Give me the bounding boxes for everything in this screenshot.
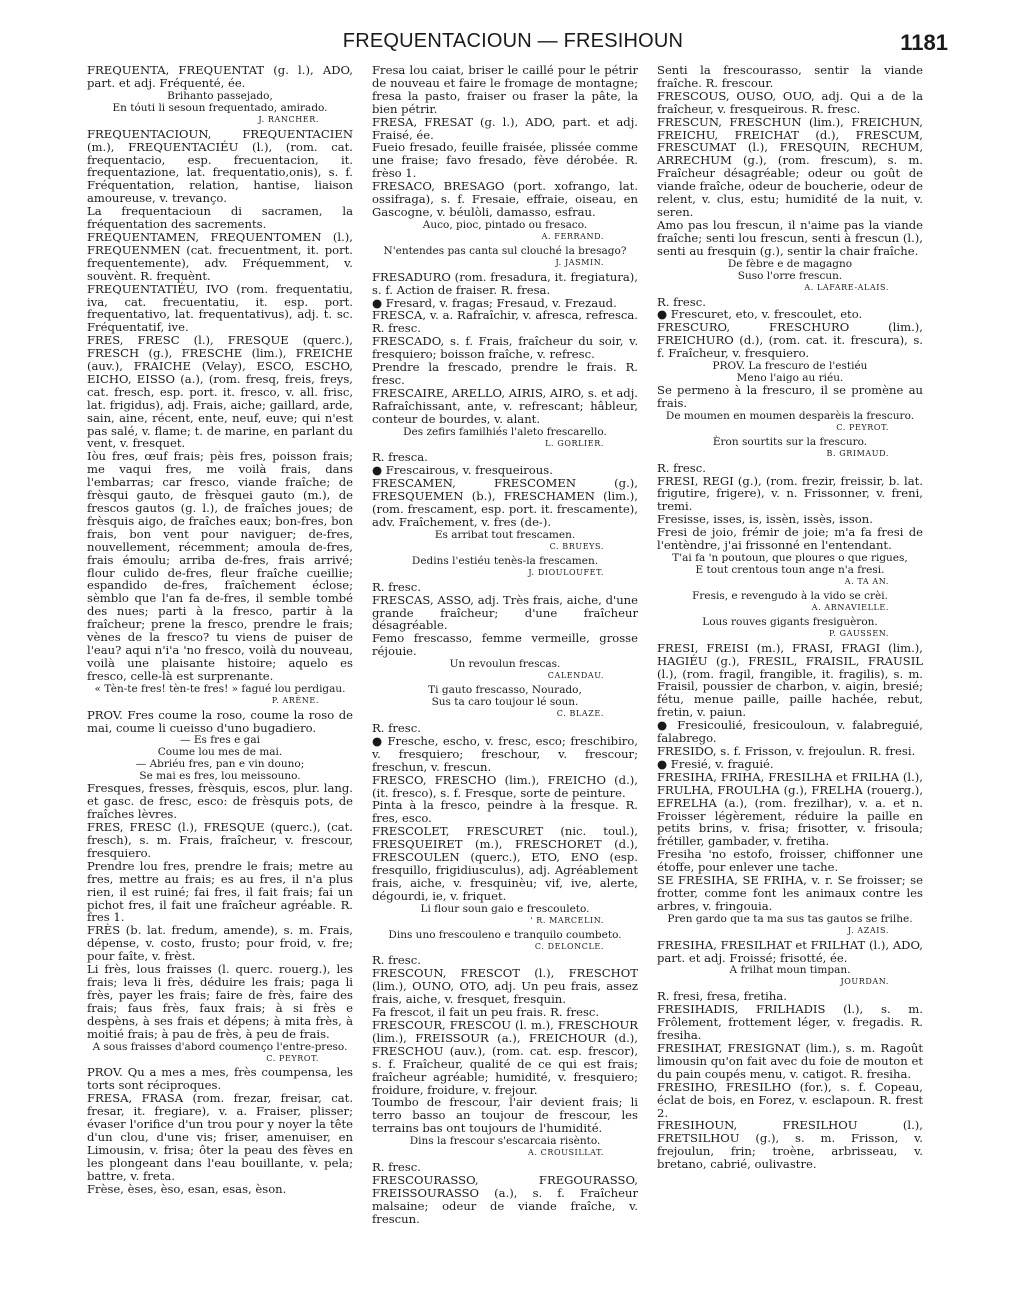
running-title: FREQUENTACIOUN — FRESIHOUN bbox=[342, 30, 684, 52]
dictionary-entry: Prendre la frescado, prendre le frais. R. fresc. bbox=[372, 360, 638, 387]
dictionary-entry: R. fresc. bbox=[657, 294, 706, 309]
dictionary-entry: R. fresc. bbox=[372, 1160, 421, 1175]
dictionary-entry: Femo frescasso, femme vermeille, grosse réjouie. bbox=[372, 631, 638, 659]
quotation-source: A. LAFARE-ALAIS. bbox=[804, 282, 889, 292]
dictionary-entry: FRESCOUS, OUSO, OUO, adj. Qui a de la fraîcheur, v. fresqueirous. R. fresc. bbox=[657, 88, 923, 116]
quotation-line: PROV. La frescuro de l'estiéu bbox=[712, 360, 868, 373]
quotation-line: Brihanto passejado, bbox=[167, 89, 273, 102]
dictionary-entry: FRESCOURASSO, FREGOURASSO, FREISSOURASSO (a.), s. f. Fraîcheur malsaine; odeur de viande fraîche, v. frescun. bbox=[372, 1172, 638, 1226]
dictionary-entry: FRESCOUN, FRESCOT (l.), FRESCHOT (lim.), OUNO, OTO, adj. Un peu frais, assez frais, aiche, v. fresquet, fresquin. bbox=[372, 966, 638, 1007]
quotation-source: C. BLAZE. bbox=[556, 709, 604, 719]
quotation-line: Auco, pioc, pintado ou fresaco. bbox=[422, 218, 588, 231]
dictionary-entry: ● Fresicoulié, fresicouloun, v. falabreguié, falabrego. bbox=[657, 718, 923, 746]
dictionary-column-3 bbox=[657, 64, 923, 1194]
quotation-line: De fèbre e de magagno bbox=[727, 257, 853, 270]
dictionary-entry: FRESI, REGI (g.), (rom. frezir, freissir, b. lat. frigutire, frigere), v. n. Frissonner, v. freni, tremi. bbox=[657, 473, 923, 514]
dictionary-entry: R. fresc. bbox=[372, 579, 421, 594]
dictionary-entry: Frèse, èses, èso, esan, esas, èson. bbox=[87, 1181, 287, 1196]
page-number: 1181 bbox=[900, 30, 948, 55]
dictionary-entry: ● Fresard, v. fragas; Fresaud, v. Frezaud. bbox=[372, 295, 617, 310]
quotation-line: E tout crentous toun ange n'a fresi. bbox=[695, 564, 885, 576]
dictionary-entry: FRESIHA, FRESILHAT et FRILHAT (l.), ADO, part. et adj. Froissé; frisotté, ée. bbox=[657, 937, 923, 965]
dictionary-entry: Fresisse, isses, is, issèn, issès, isson. bbox=[657, 512, 873, 527]
dictionary-entry: Fresa lou caiat, briser le caillé pour le pétrir de nouveau et faire le fromage de montagne; fresa la pasto, fraiser ou fraser la pâte, la bien pétrir. bbox=[372, 63, 638, 116]
quotation-line: Suso l'orre frescun. bbox=[737, 269, 843, 282]
dictionary-entry: FREQUENTACIOUN, FREQUENTACIEN (m.), FREQUENTACIÉU (l.), (rom. cat. frequentacio, esp. frecuentacion, it. frequentazione, lat. frequentatio,onis), s. f. Fréquentation, relation, hantise, liaison amoureuse, v. trevanço. bbox=[87, 126, 353, 206]
quotation-source: A. CROUSILLAT. bbox=[527, 1148, 604, 1158]
quotation-source: A. FERRAND. bbox=[541, 231, 604, 241]
quotation-line: Èron sourtits sur la frescuro. bbox=[712, 435, 868, 448]
quotation-line: Ti gauto frescasso, Nourado, bbox=[428, 684, 582, 697]
quotation-source: J. AZAIS. bbox=[847, 925, 889, 935]
page-header bbox=[78, 30, 948, 60]
dictionary-entry: Fueio fresado, feuille fraisée, plissée comme une fraise; favo fresado, fève dérobée. R. frèso 1. bbox=[372, 140, 638, 181]
quotation-source: CALENDAU. bbox=[547, 671, 604, 681]
dictionary-entry: FREQUENTAMEN, FREQUENTOMEN (l.), FREQUENMEN (cat. frecuentment, it. port. frequentemente), adv. Fréquemment, v. souvènt. R. frequènt. bbox=[87, 229, 353, 283]
quotation-source: A. TA AN. bbox=[844, 577, 889, 586]
quotation-source: ' R. MARCELIN. bbox=[530, 915, 604, 925]
dictionary-entry: Prendre lou fres, prendre le frais; metre au fres, mettre au frais; es au fres, il n'a plus rien, il est ruiné; fai fres, il fait frais; fai un pichot fres, il fait une fraîcheur agréable. R. fres 1. bbox=[87, 858, 353, 925]
dictionary-entry: Fresques, fresses, frèsquis, escos, plur. lang. et gasc. de fresc, esco: de frèsquis pots, de fraîches lèvres. bbox=[87, 781, 353, 822]
dictionary-entry: FRESCOUR, FRESCOU (l. m.), FRESCHOUR (lim.), FREISSOUR (a.), FREICHOUR (d.), FRESCHOU (auv.), (rom. cat. esp. frescor), s. f. Fraîcheur, qualité de ce qui est frais; fraîcheur agréable; humidité, v. fresquiero; froidure, froidure, v. frejour. bbox=[372, 1018, 638, 1097]
quotation-line: Des zefirs familhiés l'aleto frescarello. bbox=[403, 425, 607, 438]
dictionary-entry: Senti la frescourasso, sentir la viande fraîche. R. frescour. bbox=[657, 63, 923, 90]
dictionary-entry: R. fresc. bbox=[657, 460, 706, 475]
dictionary-entry: R. fresc. bbox=[372, 720, 421, 735]
dictionary-entry: FREQUENTATIÉU, IVO (rom. frequentatiu, iva, cat. frecuentatiu, it. esp. port. frequentativo, lat. frequentativus), adj. t. sc. Fréquentatif, ive. bbox=[87, 281, 353, 335]
dictionary-entry: R. fresi, fresa, fretiha. bbox=[657, 989, 787, 1004]
dictionary-entry: FRESCUN, FRESCHUN (lim.), FREICHUN, FREICHU, FREICHAT (d.), FRESCUM, FRESCUMAT (l.), FRESQUIN, RECHUM, ARRECHUM (g.), (rom. frescum), s. m. Fraîcheur désagréable; odeur ou goût de viande fraîche, odeur de boucherie, odeur de relent, v. clus, estu; humidité de la nuit, v. seren. bbox=[657, 114, 923, 219]
quotation-line: Sus ta caro toujour lé soun. bbox=[431, 696, 579, 709]
dictionary-entry: FRESIHADIS, FRILHADIS (l.), s. m. Frôlement, frottement léger, v. fregadis. R. fresiha. bbox=[657, 1002, 923, 1043]
dictionary-entry: FRESCOLET, FRESCURET (nic. toul.), FRESQUEIRET (m.), FRESCHORET (d.), FRESCOULEN (querc.), ETO, ENO (esp. fresquillo, frigidiusculus), adj. Agréablement frais, aiche, v. fresquinèu; vif, ive, alerte, dégourdi, ie, v. friquet. bbox=[372, 824, 638, 903]
quotation-source: C. DELONCLE. bbox=[534, 941, 604, 951]
quotation-source: L. GORLIER. bbox=[545, 438, 604, 448]
quotation-source: J. RANCHER. bbox=[258, 114, 319, 124]
dictionary-entry: FRESIHO, FRESILHO (for.), s. f. Copeau, éclat de bois, en Forez, v. esclapoun. R. frest 2. bbox=[657, 1079, 923, 1120]
quotation-line: A frilhat moun timpan. bbox=[729, 964, 851, 977]
dictionary-entry: FRESIHA, FRIHA, FRESILHA et FRILHA (l.), FRULHA, FROULHA (g.), FRELHA (rouerg.), EFRELHA (a.), (rom. frezilhar), v. a. et n. Froisser légèrement, réduire la paille en petits brins, v. frisa; frisotter, v. frisoula; frétiller, gambader, v. fretiha. bbox=[657, 769, 923, 849]
quotation-line: — Abriéu fres, pan e vin douno; bbox=[135, 758, 305, 771]
dictionary-entry: Pinta à la fresco, peindre à la fresque. R. fres, esco. bbox=[372, 798, 638, 826]
quotation-line: Li flour soun gaio e frescouleto. bbox=[420, 902, 590, 915]
quotation-source: C. BRUEYS. bbox=[549, 541, 604, 551]
dictionary-entry: FRESCA, v. a. Rafraîchir, v. afresca, refresca. R. fresc. bbox=[372, 308, 638, 336]
dictionary-entry: FRESA, FRASA (rom. frezar, freisar, cat. fresar, it. fregiare), v. a. Fraiser, plisser; évaser l'orifice d'un trou pour y noyer la tête d'un clou, d'une vis; friser, amenuiser, en Limousin, v. frisa; ôter la peau des fèves en les plongeant dans l'eau bouillante, v. pela; battre, v. freta. bbox=[87, 1091, 353, 1183]
dictionary-entry: FRESCAS, ASSO, adj. Très frais, aiche, d'une grande fraîcheur; d'une fraîcheur désagréable. bbox=[372, 592, 638, 633]
quotation-line: Dins uno frescouleno e tranquilo coumbeto. bbox=[388, 928, 622, 941]
quotation-line: A sous fraisses d'abord coumenço l'entre-preso. bbox=[92, 1040, 348, 1053]
dictionary-entry: Fresi de joio, frémir de joie; m'a fa fresi de l'entèndre, j'ai frissonné en l'entendant. bbox=[657, 525, 923, 553]
quotation-line: Dedins l'estiéu tenès-la frescamen. bbox=[411, 554, 599, 567]
dictionary-entry: FRES, FRESC (l.), FRESQUE (querc.), (cat. fresch), s. m. Frais, fraîcheur, v. frescour, fresquiero. bbox=[87, 820, 353, 860]
dictionary-entry: Fresiha 'no estofo, froisser, chiffonner une étoffe, pour enlever une tache. bbox=[657, 847, 923, 875]
dictionary-entry: FRESIHOUN, FRESILHOU (l.), FRETSILHOU (g.), s. m. Frisson, v. frejoulun, frin; troène, arbrisseau, v. bretano, cabrié, oulivastre. bbox=[657, 1118, 923, 1172]
quotation-line: Fresis, e revengudo à la vido se crèi. bbox=[692, 589, 888, 602]
dictionary-entry: Fa frescot, il fait un peu frais. R. fresc. bbox=[372, 1005, 600, 1020]
quotation-line: En tóuti li sesoun frequentado, amirado. bbox=[112, 101, 328, 114]
quotation-source: P. GAUSSEN. bbox=[828, 628, 889, 638]
dictionary-entry: ● Fresié, v. fraguié. bbox=[657, 756, 774, 771]
dictionary-entry: ● Frescairous, v. fresqueirous. bbox=[372, 463, 553, 478]
dictionary-entry: FRESIHAT, FRESIGNAT (lim.), s. m. Ragoût limousin qu'on fait avec du foie de mouton et du pain coupés menu, v. catigot. R. fresiha. bbox=[657, 1041, 923, 1081]
quotation-source: A. ARNAVIELLE. bbox=[811, 602, 889, 612]
quotation-line: De moumen en moumen desparèis la frescuro. bbox=[665, 409, 915, 422]
quotation-line: T'ai fa 'n poutoun, que ploures o que rigues, bbox=[672, 552, 908, 564]
quotation-line: Pren gardo que ta ma sus tas gautos se frilhe. bbox=[667, 912, 913, 925]
quotation-source: C. PEYROT. bbox=[836, 422, 889, 432]
quotation-line: Se mai es fres, lou meissouno. bbox=[139, 770, 301, 783]
dictionary-entry: FRESCURO, FRESCHURO (lim.), FREICHURO (d.), (rom. cat. it. frescura), s. f. Fraîcheur, v. fresquiero. bbox=[657, 320, 923, 361]
dictionary-entry: ● Fresche, escho, v. fresc, esco; freschibiro, v. fresquiero; freschour, v. frescour; freschun, v. frescun. bbox=[372, 733, 638, 774]
dictionary-entry: FRESCAIRE, ARELLO, AIRIS, AIRO, s. et adj. Rafraîchissant, ante, v. refrescant; hâbleur, conteur de bourdes, v. alant. bbox=[372, 385, 638, 426]
quotation-line: — Es fres e gai bbox=[180, 734, 260, 747]
dictionary-entry: ● Frescuret, eto, v. frescoulet, eto. bbox=[657, 307, 863, 322]
dictionary-entry: R. fresc. bbox=[372, 953, 421, 968]
dictionary-entry: Amo pas lou frescun, il n'aime pas la viande fraîche; senti lou frescun, senti à frescun (l.), senti au fresquin (g.), sentir la chair fraîche. bbox=[657, 217, 923, 258]
dictionary-entry: R. fresca. bbox=[372, 450, 428, 465]
quotation-source: P. ARÈNE. bbox=[271, 695, 319, 705]
dictionary-entry: PROV. Qu a mes a mes, frès coumpensa, les torts sont réciproques. bbox=[87, 1065, 353, 1093]
dictionary-entry: FRESADURO (rom. fresadura, it. fregiatura), s. f. Action de fraiser. R. fresa. bbox=[372, 269, 638, 297]
quotation-line: Coume lou mes de mai. bbox=[157, 746, 283, 759]
quotation-line: Es arribat tout frescamen. bbox=[434, 528, 576, 541]
dictionary-entry: La frequentacioun di sacramen, la fréquentation des sacrements. bbox=[87, 204, 353, 232]
quotation-line: Lous rouves gigants fresiguèron. bbox=[702, 615, 878, 628]
dictionary-entry: FRESCO, FRESCHO (lim.), FREICHO (d.), (it. fresco), s. f. Fresque, sorte de peinture. bbox=[372, 772, 638, 800]
dictionary-entry: FRESACO, BRESAGO (port. xofrango, lat. ossifraga), s. f. Fresaie, effraie, oiseau, en Gascogne, v. béulòli, damasso, esfrau. bbox=[372, 179, 638, 219]
dictionary-entry: FRES, FRESC (l.), FRESQUE (querc.), FRESCH (g.), FRESCHE (lim.), FREICHE (auv.), FRAICHE (Velay), ESCO, ESCHO, EICHO, EISSO (a.), (rom. fresq, freis, freys, cat. fresch, esp. port. it. fresco, v. all. frisc, lat. frigidus), adj. Frais, aiche; gaillard, arde, sain, aine, récent, ente, neuf, euve; qui n'est pas salé, v. flame; t. de marine, en parlant du vent, v. fresquet. bbox=[87, 333, 353, 451]
dictionary-column-2 bbox=[372, 63, 638, 1226]
quotation-source: JOURDAN. bbox=[840, 977, 889, 987]
dictionary-entry: FRESI, FREISI (m.), FRASI, FRAGI (lim.), HAGIÉU (g.), FRESIL, FRAISIL, FRAUSIL (l.), (rom. fragil, frangible, it. fragilis), s. m. Fraisil, poussier de charbon, v. aigin, bresié; fétu, menue paille, paille hachée, rebut, fretin, v. paiun. bbox=[657, 640, 923, 720]
dictionary-entry: SE FRESIHA, SE FRIHA, v. r. Se froisser; se frotter, comme font les animaux contre les arbres, v. fringouia. bbox=[657, 873, 923, 913]
dictionary-entry: Se permeno à la frescuro, il se promène au frais. bbox=[657, 383, 923, 410]
quotation-source: J. DIOULOUFET. bbox=[528, 567, 604, 577]
quotation-line: Un revoulun frescas. bbox=[449, 658, 561, 671]
dictionary-entry: FREQUENTA, FREQUENTAT (g. l.), ADO, part. et adj. Fréquenté, ée. bbox=[87, 63, 353, 90]
dictionary-entry: Toumbo de frescour, l'air devient frais; li terro basso an toujour de frescour, les terrains bas ont toujours de l'humidité. bbox=[372, 1095, 638, 1136]
dictionary-entry: FRESCAMEN, FRESCOMEN (g.), FRESQUEMEN (b.), FRESCHAMEN (lim.), (rom. frescament, esp. port. it. frescamente), adv. Fraîchement, v. fres (de-). bbox=[372, 476, 638, 529]
dictionary-entry: Li frès, lous fraisses (l. querc. rouerg.), les frais; leva li frès, déduire les frais; paga li frès, payer les frais; faire de frès, faire des frais; faus frès, faux frais; à si frès e despèns, à ses frais et dépens; à mita frès, à moitié frais; à pau de frès, à peu de frais. bbox=[87, 962, 353, 1041]
dictionary-entry: FRÈS (b. lat. fredum, amende), s. m. Frais, dépense, v. costo, frusto; pour froid, v. fre; pour faîte, v. frèst. bbox=[87, 923, 353, 964]
dictionary-entry: FRESCADO, s. f. Frais, fraîcheur du soir, v. fresquiero; boisson fraîche, v. refresc. bbox=[372, 334, 638, 362]
quotation-source: C. PEYROT. bbox=[266, 1053, 319, 1063]
quotation-line: Dins la frescour s'escarcaia risènto. bbox=[409, 1135, 601, 1148]
quotation-source: J. JASMIN. bbox=[555, 257, 604, 267]
dictionary-column-1 bbox=[87, 64, 353, 1194]
quotation-line: Meno l'aigo au riéu. bbox=[736, 372, 844, 385]
dictionary-entry: FRESA, FRESAT (g. l.), ADO, part. et adj. Fraisé, ée. bbox=[372, 114, 638, 142]
dictionary-entry: FRESIDO, s. f. Frisson, v. frejoulun. R. fresi. bbox=[657, 743, 916, 758]
dictionary-entry: PROV. Fres coume la roso, coume la roso de mai, coume li cueisso d'uno bugadiero. bbox=[87, 707, 353, 735]
quotation-line: N'entendes pas canta sul clouché la bresago? bbox=[383, 244, 627, 257]
quotation-source: B. GRIMAUD. bbox=[826, 448, 889, 458]
dictionary-entry: Iòu fres, œuf frais; pèis fres, poisson frais; me vaqui fres, me voilà frais, dans l'embarras; car fresco, viande fraîche; de frèsqui gauto, de frèsquei gauto (m.), de frescos gautos (g. l.), de fraîches joues; de frèsquis aigo, de fraîches eaux; bon-fres, bon frais, bon vent pour naviguer; de-fres, nouvellement, récemment; amoula de-fres, frais émoulu; arriba de-fres, frais arrivé; flour culido de-fres, fleur fraîche cueillie; espandido de-fres, fraîchement éclose; sèmblo que l'an fa de-fres, il semble tombé des nues; parti à la fresco, partir à la fraîcheur; prene la fresco, prendre le frais; vènes de la fresco? tu viens de puiser de l'eau? aqui n'i'a 'no fresco, voilà du nouveau, voilà une plaisante histoire; aquelo es fresco, celle-là est surprenante. bbox=[87, 449, 353, 683]
quotation-line: « Tèn-te fres! tèn-te fres! » fagué lou perdigau. bbox=[94, 682, 346, 695]
